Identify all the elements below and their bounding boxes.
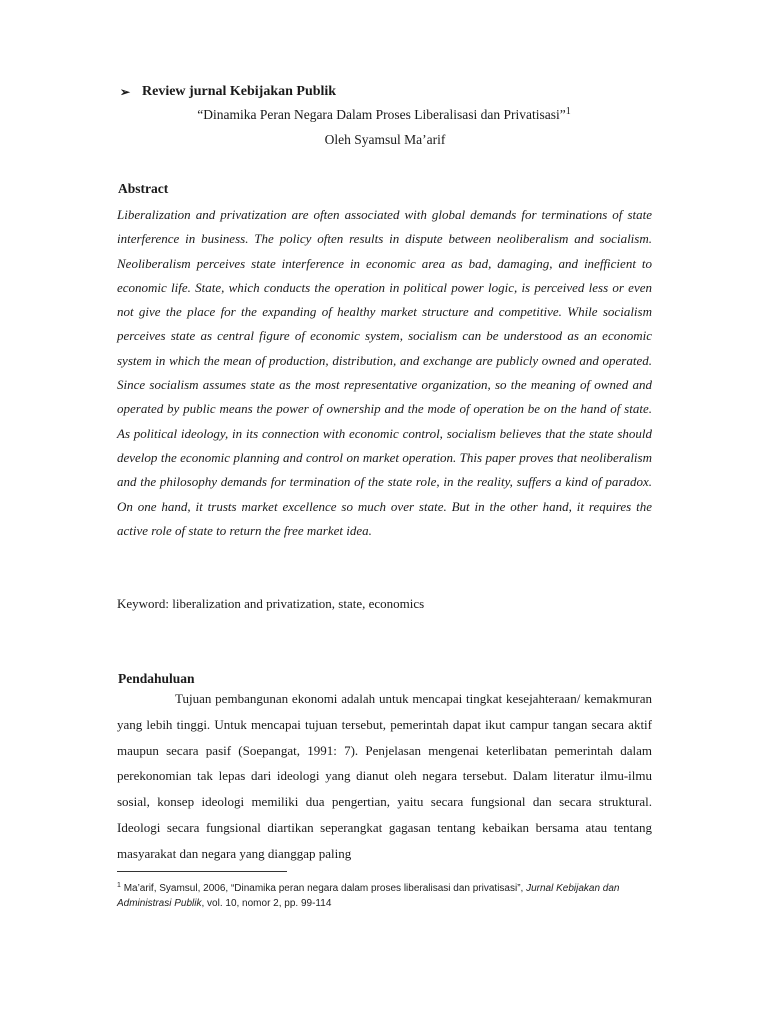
intro-heading: Pendahuluan: [118, 671, 195, 686]
keywords: Keyword: liberalization and privatization, state, economics: [117, 596, 425, 611]
footnote-citation: Ma’arif, Syamsul, 2006, “Dinamika peran negara dalam proses liberalisasi dan privatisasi”,: [123, 883, 527, 894]
author-line: [0, 132, 768, 148]
review-heading: [120, 84, 336, 100]
arrow-bullet-icon: ➢: [120, 84, 131, 99]
footnote-citation-tail: , vol. 10, nomor 2, pp. 99-114: [201, 898, 332, 909]
intro-paragraph: Tujuan pembangunan ekonomi adalah untuk mencapai tingkat kesejahteraan/ kemakmuran yang lebih tinggi. Untuk mencapai tujuan tersebut, pemerintah dapat ikut campur tangan secara aktif maupun secara pasif (Soepangat, 1991: 7). Penjelasan mengenai keterlibatan pemerintah dalam perekonomian tak lepas dari ideologi yang dianut oleh negara tersebut. Dalam literatur ilmu-ilmu sosial, konsep ideologi memiliki dua pengertian, yaitu secara fungsional dan secara struktural. Ideologi secara fungsional diartikan seperangkat gagasan tentang kebaikan bersama atau tentang masyarakat dan negara yang dianggap paling: [117, 691, 652, 861]
footnote-marker: 1: [117, 882, 121, 889]
abstract-body: Liberalization and privatization are often associated with global demands for terminations of state interference in business. The policy often results in dispute between neoliberalism and socialism. Neoliberalism perceives state interference in economic area as bad, damaging, and inefficient to economic life. State, which conducts the operation in political power logic, is perceived less or even not give the place for the expanding of healthy market structure and competitive. While socialism perceives state as central figure of economic system, socialism can be understood as an economic system in which the mean of production, distribution, and exchange are publicly owned and operated. Since socialism assumes state as the most representative organization, so the meaning of owned and operated by public means the power of ownership and the mode of operation be on the hand of state. As political ideology, in its connection with economic control, socialism believes that the state should develop the economic planning and control on market operation. This paper proves that neoliberalism and the philosophy demands for termination of the state role, in the reality, suffers a kind of paradox. On one hand, it trusts market excellence so much over state. But in the other hand, it requires the active role of state to return the free market idea.: [117, 207, 652, 538]
review-title: Review jurnal Kebijakan Publik: [142, 84, 337, 99]
author-name: Oleh Syamsul Ma’arif: [324, 132, 446, 147]
article-title-text: “Dinamika Peran Negara Dalam Proses Liberalisasi dan Privatisasi”: [197, 107, 566, 122]
article-title: [0, 106, 768, 123]
abstract-heading: Abstract: [118, 181, 169, 196]
footnote: [117, 878, 657, 911]
footnote-ref[interactable]: 1: [565, 106, 571, 117]
footnote-divider: [117, 871, 287, 872]
footnote-journal: Jurnal Kebijakan dan Administrasi Publik: [117, 883, 620, 909]
intro-body: [117, 686, 652, 867]
